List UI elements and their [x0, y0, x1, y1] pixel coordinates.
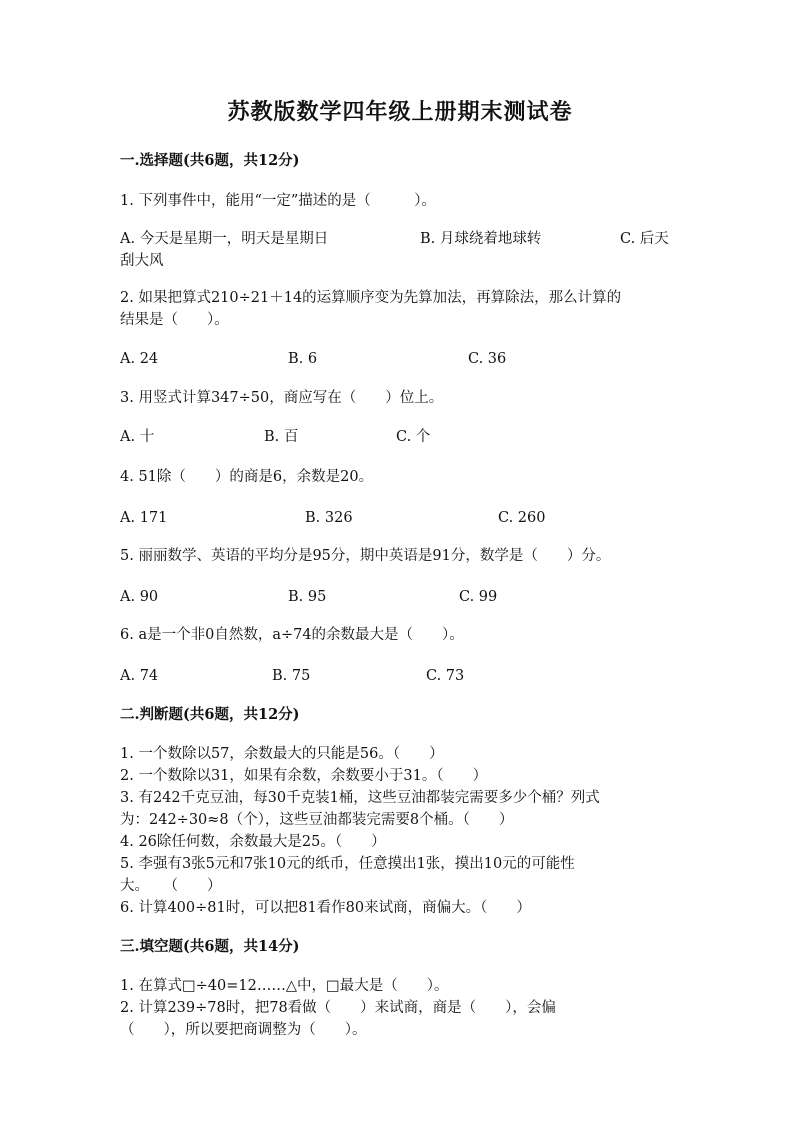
option-c: C. 73 [426, 668, 465, 684]
option-a: A. 74 [120, 668, 159, 684]
judgement-line: 为：242÷30≈8（个），这些豆油都装完需要8个桶。（ ） [120, 812, 514, 828]
option-c-continued: 刮大风 [120, 253, 164, 269]
option-b: B. 75 [272, 668, 311, 684]
option-a: A. 24 [120, 351, 159, 367]
question-text: 1. 下列事件中，能用“一定”描述的是（ ）。 [120, 193, 437, 209]
page-title: 苏教版数学四年级上册期末测试卷 [227, 99, 573, 125]
question-text: 3. 用竖式计算347÷50，商应写在（ ）位上。 [120, 390, 444, 406]
judgement-line: 4. 26除任何数，余数最大是25。（ ） [120, 834, 386, 850]
option-c: C. 260 [498, 510, 546, 526]
question-text: 5. 丽丽数学、英语的平均分是95分，期中英语是91分，数学是（ ）分。 [120, 548, 611, 564]
option-b: B. 95 [288, 589, 327, 605]
option-c: C. 36 [468, 351, 507, 367]
question-text: 6. a是一个非0自然数，a÷74的余数最大是（ ）。 [120, 627, 464, 643]
judgement-line: 3. 有242千克豆油，每30千克装1桶，这些豆油都装完需要多少个桶？列式 [120, 790, 600, 806]
fill-blank-line: 1. 在算式□÷40=12……△中，□最大是（ ）。 [120, 978, 449, 994]
option-c: C. 个 [396, 429, 431, 445]
option-a: A. 今天是星期一，明天是星期日 [120, 231, 329, 247]
judgement-line: 6. 计算400÷81时，可以把81看作80来试商，商偏大。（ ） [120, 900, 531, 916]
section-heading-choice: 一.选择题(共6题，共12分) [120, 152, 300, 169]
option-b: B. 6 [288, 351, 318, 367]
option-b: B. 百 [264, 429, 299, 445]
section-heading-judgement: 二.判断题(共6题，共12分) [120, 706, 300, 723]
option-a: A. 90 [120, 589, 159, 605]
fill-blank-line: （ ），所以要把商调整为（ ）。 [120, 1022, 367, 1038]
judgement-line: 大。 （ ） [120, 878, 222, 894]
option-b: B. 月球绕着地球转 [420, 231, 542, 247]
judgement-line: 1. 一个数除以57，余数最大的只能是56。（ ） [120, 746, 444, 762]
judgement-line: 5. 李强有3张5元和7张10元的纸币，任意摸出1张，摸出10元的可能性 [120, 856, 575, 872]
question-text: 2. 如果把算式210÷21＋14的运算顺序变为先算加法，再算除法，那么计算的 [120, 290, 622, 306]
option-c: C. 99 [459, 589, 498, 605]
option-c: C. 后天 [620, 231, 669, 247]
question-text: 4. 51除（ ）的商是6，余数是20。 [120, 469, 374, 485]
option-a: A. 171 [120, 510, 168, 526]
section-heading-fill-blank: 三.填空题(共6题，共14分) [120, 938, 300, 955]
option-a: A. 十 [120, 429, 155, 445]
judgement-line: 2. 一个数除以31，如果有余数，余数要小于31。（ ） [120, 768, 488, 784]
option-b: B. 326 [305, 510, 353, 526]
fill-blank-line: 2. 计算239÷78时，把78看做（ ）来试商，商是（ ），会偏 [120, 1000, 556, 1016]
question-text: 结果是（ ）。 [120, 312, 229, 328]
